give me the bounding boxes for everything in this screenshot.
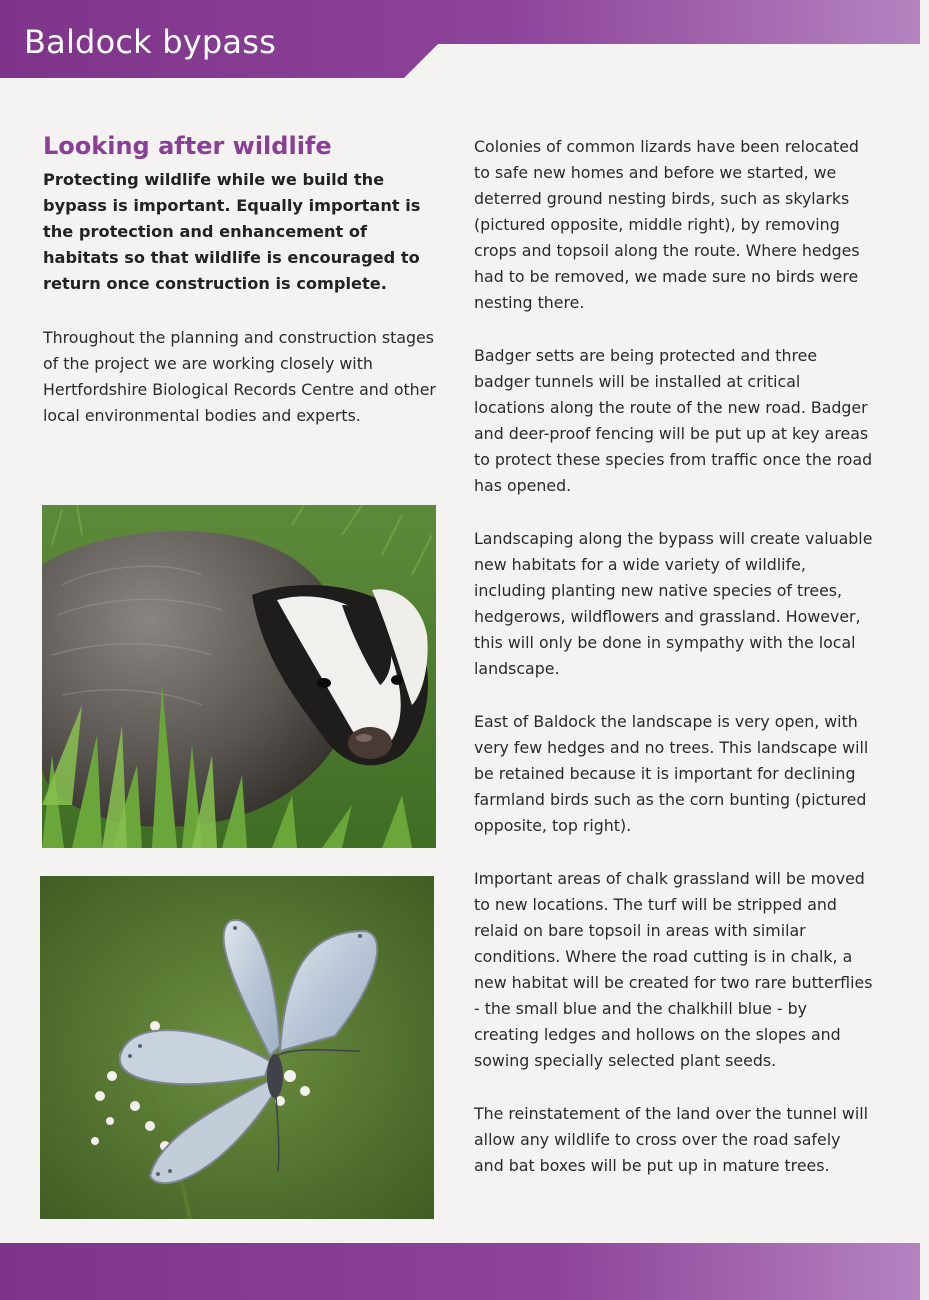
body-paragraph: The reinstatement of the land over the tunnel will allow any wildlife to cross over the road safely and bat boxes will be put up in mature trees.: [474, 1104, 868, 1175]
left-column: [43, 132, 443, 456]
section-heading: Looking after wildlife: [43, 132, 332, 160]
body-paragraph: East of Baldock the landscape is very open, with very few hedges and no trees. This landscape will be retained because it is important for declining farmland birds such as the corn bunting (pictured opposite, top right).: [474, 712, 869, 835]
body-paragraph: Badger setts are being protected and three badger tunnels will be installed at critical locations along the route of the new road. Badger and deer-proof fencing will be put up at key areas to protect these species from traffic once the road has opened.: [474, 346, 873, 495]
body-paragraph: Important areas of chalk grassland will be moved to new locations. The turf will be stripped and relaid on bare topsoil in areas with similar conditions. Where the road cutting is in chalk, a new habitat will be created for two rare butterflies - the small blue and the chalkhill blue - by creating ledges and hollows on the slopes and sowing specially selected plant seeds.: [474, 869, 873, 1070]
page-title: Baldock bypass: [24, 23, 276, 61]
lead-paragraph: Protecting wildlife while we build the bypass is important. Equally important is the protection and enhancement of habitats so that wildlife is encouraged to return once construction is complete.: [43, 169, 421, 293]
badger-photo: [42, 505, 436, 848]
body-paragraph: Throughout the planning and construction stages of the project we are working closely with Hertfordshire Biological Records Centre and other local environmental bodies and experts.: [43, 327, 436, 425]
footer-band: [0, 1243, 929, 1300]
body-paragraph: Colonies of common lizards have been relocated to safe new homes and before we started, we deterred ground nesting birds, such as skylarks (pictured opposite, middle right), by removing crops and topsoil along the route. Where hedges had to be removed, we made sure no birds were nesting there.: [474, 137, 860, 312]
butterfly-photo: [40, 876, 434, 1219]
right-column: [474, 134, 874, 1206]
body-paragraph: Landscaping along the bypass will create valuable new habitats for a wide variety of wildlife, including planting new native species of trees, hedgerows, wildflowers and grassland. However, this will only be done in sympathy with the local landscape.: [474, 529, 873, 678]
